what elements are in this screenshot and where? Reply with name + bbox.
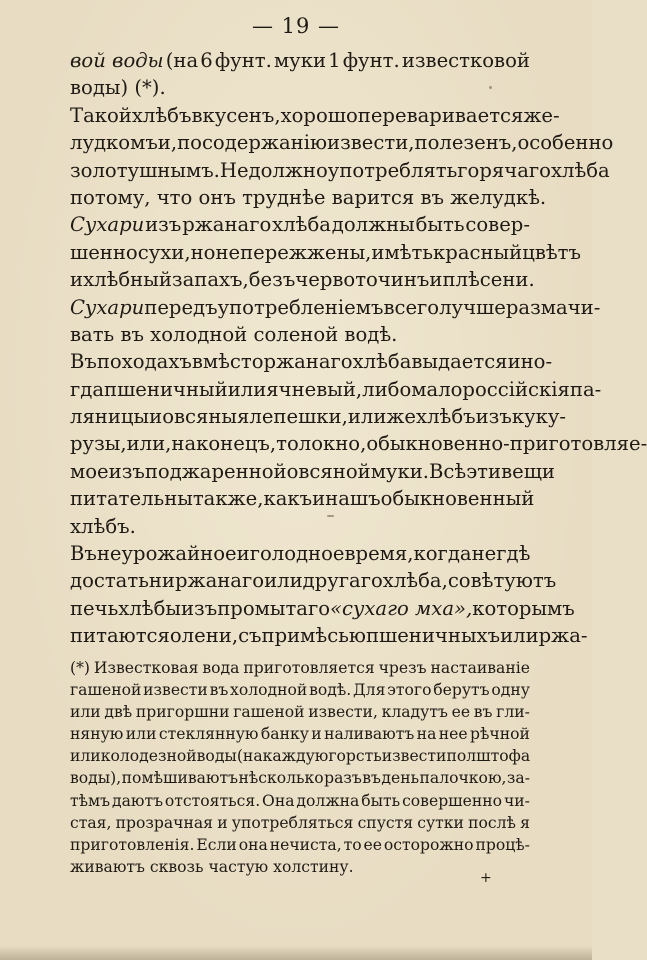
word: каждую <box>262 747 329 766</box>
word: изъ <box>475 405 512 429</box>
word: гашеной <box>70 681 142 700</box>
word: изъ <box>181 596 218 620</box>
word: Если <box>196 835 237 854</box>
word: ее <box>363 835 382 854</box>
word: Не <box>219 158 249 182</box>
word: либо <box>362 377 412 401</box>
word: вать въ холодной соленой водѣ. <box>70 322 398 346</box>
word: и <box>217 813 228 832</box>
text-line <box>70 567 557 594</box>
word: нѣсколько <box>238 769 324 788</box>
word: гашеной <box>233 703 305 722</box>
word: чи- <box>503 791 530 810</box>
word: рѣчной <box>470 725 530 744</box>
word: совѣтуютъ <box>447 569 557 593</box>
word: день <box>381 769 420 788</box>
word: должно <box>248 158 328 182</box>
signature-mark: + <box>480 870 492 886</box>
word: Известковая <box>93 659 199 677</box>
word: должны <box>331 213 415 237</box>
word: берутъ <box>433 681 490 700</box>
word: быть <box>361 791 401 810</box>
word: нечиста, <box>269 835 342 854</box>
word: муки <box>273 49 327 72</box>
word: также, <box>192 487 264 511</box>
word: послѣ <box>468 813 516 832</box>
word: или <box>347 405 387 429</box>
word: шенно <box>70 240 138 264</box>
word: сутки <box>417 813 464 832</box>
text-line <box>70 657 530 679</box>
word: хлѣбъ <box>416 405 476 429</box>
word: или <box>70 747 101 766</box>
word: по <box>177 131 202 155</box>
word: олени, <box>169 624 239 648</box>
word: овсяныя <box>162 405 250 429</box>
word: воды <box>196 747 237 766</box>
word: безъ <box>248 268 296 292</box>
word: плѣсени. <box>442 268 535 292</box>
footnote <box>70 657 530 878</box>
word: рузы, <box>70 432 127 456</box>
word: обыкновенный <box>380 487 535 511</box>
word: фунт. <box>214 49 272 72</box>
word: или <box>500 624 539 648</box>
word: неурожайное <box>96 542 237 566</box>
word: и <box>236 542 250 566</box>
word: Всѣ <box>429 459 467 483</box>
word: чрезъ <box>378 659 427 677</box>
word: банку <box>260 725 309 744</box>
word: отстояться. <box>164 791 261 810</box>
word: извести <box>381 747 447 766</box>
word: же <box>386 405 417 429</box>
word: лепешки, <box>249 405 348 429</box>
text-line <box>70 745 530 767</box>
text-line <box>70 701 530 723</box>
main-text <box>70 47 647 650</box>
text-line <box>70 540 530 567</box>
word: спустя <box>357 813 414 832</box>
word: ляницы <box>70 405 150 429</box>
paragraph <box>70 211 601 348</box>
word: осторожно <box>383 835 474 854</box>
word: то <box>343 835 362 854</box>
paragraph <box>70 540 588 650</box>
word: горячаго <box>457 158 551 182</box>
word: золотушнымъ. <box>70 158 220 182</box>
word: наконецъ, <box>171 432 277 456</box>
word: водѣ. <box>309 681 352 700</box>
word: муки. <box>370 459 429 483</box>
word: полезенъ, <box>414 131 518 155</box>
text-line <box>70 321 530 348</box>
word: питательны <box>70 487 193 511</box>
word: и, <box>157 131 178 155</box>
word: прозрачная <box>115 813 214 832</box>
word: изъ <box>145 213 182 237</box>
word: она <box>238 835 268 854</box>
text-line <box>70 294 601 321</box>
word: гда <box>70 377 105 401</box>
word: толокно, <box>276 432 367 456</box>
word: (на <box>165 49 199 72</box>
word: вещи <box>501 459 555 483</box>
word: воды), <box>70 769 122 788</box>
word: на <box>416 725 437 744</box>
word: употребляться <box>231 813 354 832</box>
word: переваривается <box>357 103 524 127</box>
word: же- <box>523 103 560 127</box>
word: голодное <box>249 542 345 566</box>
word: хлѣбный <box>83 268 172 292</box>
word: достать <box>70 569 149 593</box>
word: хлѣбъ. <box>70 514 136 538</box>
word: хлѣба, <box>382 569 448 593</box>
word: малороссійскія <box>411 377 570 401</box>
word: известковой <box>401 49 530 72</box>
word: извести, <box>308 703 378 722</box>
word: ино- <box>507 350 553 374</box>
word: за- <box>506 769 530 788</box>
word: Сухари <box>70 213 145 237</box>
text-line <box>70 679 530 701</box>
word: помѣшиваютъ <box>121 769 239 788</box>
text-line <box>70 102 560 129</box>
word: гли- <box>496 703 530 722</box>
word: поджаренной <box>144 459 287 483</box>
word: имѣть <box>371 240 434 264</box>
word: вмѣсто <box>191 350 264 374</box>
word: и <box>311 725 322 744</box>
paragraph <box>70 47 530 102</box>
word: тѣмъ <box>70 791 111 810</box>
word: двѣ <box>104 703 133 722</box>
word: ржанаго <box>182 213 272 237</box>
text-line <box>70 74 530 101</box>
word: ржанаго <box>175 569 265 593</box>
word: ни <box>148 569 175 593</box>
text-line <box>70 595 575 622</box>
text-line <box>70 458 555 485</box>
word: ржанаго <box>263 350 353 374</box>
word: Въ <box>70 350 97 374</box>
word: передъ <box>144 295 218 319</box>
word: лудкомъ <box>70 131 158 155</box>
text-line <box>70 834 530 856</box>
word: горсть <box>328 747 382 766</box>
word: въ <box>362 769 381 788</box>
page-edge-shadow <box>0 946 592 960</box>
text-line <box>70 211 530 238</box>
word: ржа- <box>538 624 588 648</box>
word: промытаго <box>217 596 331 620</box>
word: особенно <box>517 131 614 155</box>
word: настаиваніе <box>430 659 530 677</box>
text-line <box>70 767 530 789</box>
word: холодной <box>230 681 308 700</box>
word: содержанію <box>201 131 328 155</box>
word: размачи- <box>505 295 601 319</box>
word: хлѣбы <box>118 596 181 620</box>
word: какъ <box>263 487 313 511</box>
word: «сухаго мха», <box>330 596 473 620</box>
word: няную <box>70 725 124 744</box>
text-line <box>70 376 602 403</box>
word: разъ <box>324 769 362 788</box>
word: потому, что онъ труднѣе варится въ желудкѣ. <box>70 185 547 209</box>
word: употреблять <box>327 158 458 182</box>
word: и <box>70 268 84 292</box>
word: печь <box>70 596 119 620</box>
word: лучше <box>439 295 506 319</box>
word: употребленіемъ <box>217 295 384 319</box>
word: вода <box>202 659 240 677</box>
word: Сухари <box>70 295 145 319</box>
word: обыкновенно-приготовляе- <box>366 432 647 456</box>
word: пшеничный <box>104 377 228 401</box>
word: походахъ <box>96 350 192 374</box>
paragraph <box>70 348 647 540</box>
word: овсяной <box>286 459 371 483</box>
word: всего <box>383 295 440 319</box>
word: примѣсью <box>261 624 366 648</box>
word: этого <box>387 681 432 700</box>
word: процѣ- <box>475 835 530 854</box>
word: сухи, <box>137 240 191 264</box>
word: пшеничныхъ <box>365 624 501 648</box>
word: и <box>429 268 443 292</box>
word: выдается <box>411 350 508 374</box>
word: съ <box>238 624 262 648</box>
word: я <box>520 813 530 832</box>
text-line <box>70 812 530 834</box>
text-line <box>70 47 530 74</box>
paragraph <box>70 102 614 212</box>
word: извести, <box>327 131 415 155</box>
word: Для <box>352 681 386 700</box>
text-line <box>70 129 614 156</box>
text-line <box>70 856 530 878</box>
word: (*) <box>70 659 90 677</box>
word: мое <box>70 459 109 483</box>
word: и <box>149 405 163 429</box>
word: ячневый, <box>266 377 363 401</box>
word: хорошо <box>280 103 358 127</box>
word: червоточинъ <box>295 268 430 292</box>
text-line <box>70 723 530 745</box>
ink-speck <box>327 515 334 517</box>
text-line <box>70 239 581 266</box>
word: или, <box>126 432 172 456</box>
word: одну <box>491 681 530 700</box>
text-line <box>70 184 547 211</box>
word: въ <box>209 681 229 700</box>
word: другаго <box>302 569 383 593</box>
word: въ <box>473 703 493 722</box>
word: но <box>190 240 216 264</box>
word: совер- <box>465 213 530 237</box>
word: совершенно <box>402 791 503 810</box>
ink-speck <box>489 86 492 89</box>
text-line <box>70 485 535 512</box>
text-line <box>70 403 566 430</box>
word: Въ <box>70 542 97 566</box>
word: даютъ <box>111 791 164 810</box>
word: извести <box>143 681 208 700</box>
word: время, <box>344 542 414 566</box>
word: или <box>227 377 267 401</box>
word: вой воды <box>70 49 164 72</box>
page-number: — 19 — <box>251 14 341 38</box>
word: должна <box>296 791 360 810</box>
word: приготовляется <box>243 659 375 677</box>
word: вкусенъ, <box>191 103 281 127</box>
word: ее <box>451 703 471 722</box>
word: или <box>125 725 157 744</box>
word: нашъ <box>325 487 381 511</box>
text-line <box>70 266 535 293</box>
word: па- <box>569 377 602 401</box>
word: полштофа <box>446 747 531 766</box>
word: колодезной <box>100 747 197 766</box>
word: Такой <box>70 103 132 127</box>
word: изъ <box>108 459 145 483</box>
word: хлѣбъ <box>131 103 192 127</box>
word: нее <box>438 725 468 744</box>
word: запахъ, <box>171 268 249 292</box>
text-line <box>70 348 553 375</box>
word: хлѣба <box>550 158 610 182</box>
text-line <box>70 157 610 184</box>
word: не <box>215 240 241 264</box>
word: живаютъ сквозь частую холстину. <box>70 857 354 876</box>
word: Она <box>262 791 295 810</box>
word: фунт. <box>342 49 400 72</box>
word: которымъ <box>472 596 575 620</box>
word: пригоршни <box>135 703 230 722</box>
word: красный <box>433 240 523 264</box>
word: пережжены, <box>240 240 372 264</box>
word: кладутъ <box>381 703 448 722</box>
word: когда <box>413 542 472 566</box>
word: наливаютъ <box>324 725 415 744</box>
word: 1 <box>328 49 341 72</box>
text-line <box>70 790 530 812</box>
word: негдѣ <box>471 542 531 566</box>
word: воды) (*). <box>70 76 166 100</box>
word: хлѣба <box>352 350 412 374</box>
text-line <box>70 430 647 457</box>
text-line <box>70 622 588 649</box>
text-line <box>70 513 530 540</box>
word: куку- <box>511 405 566 429</box>
word: или <box>70 703 101 722</box>
word: хлѣба <box>272 213 331 237</box>
word: стая, <box>70 813 112 832</box>
word: быть <box>415 213 465 237</box>
word: палочкою, <box>419 769 507 788</box>
word: 6 <box>200 49 213 72</box>
word: стеклянную <box>158 725 259 744</box>
word: или <box>264 569 303 593</box>
word: и <box>312 487 326 511</box>
word: питаются <box>70 624 170 648</box>
word: приготовленія. <box>70 835 195 854</box>
word: (на <box>236 747 263 766</box>
word: эти <box>466 459 502 483</box>
word: цвѣтъ <box>522 240 581 264</box>
